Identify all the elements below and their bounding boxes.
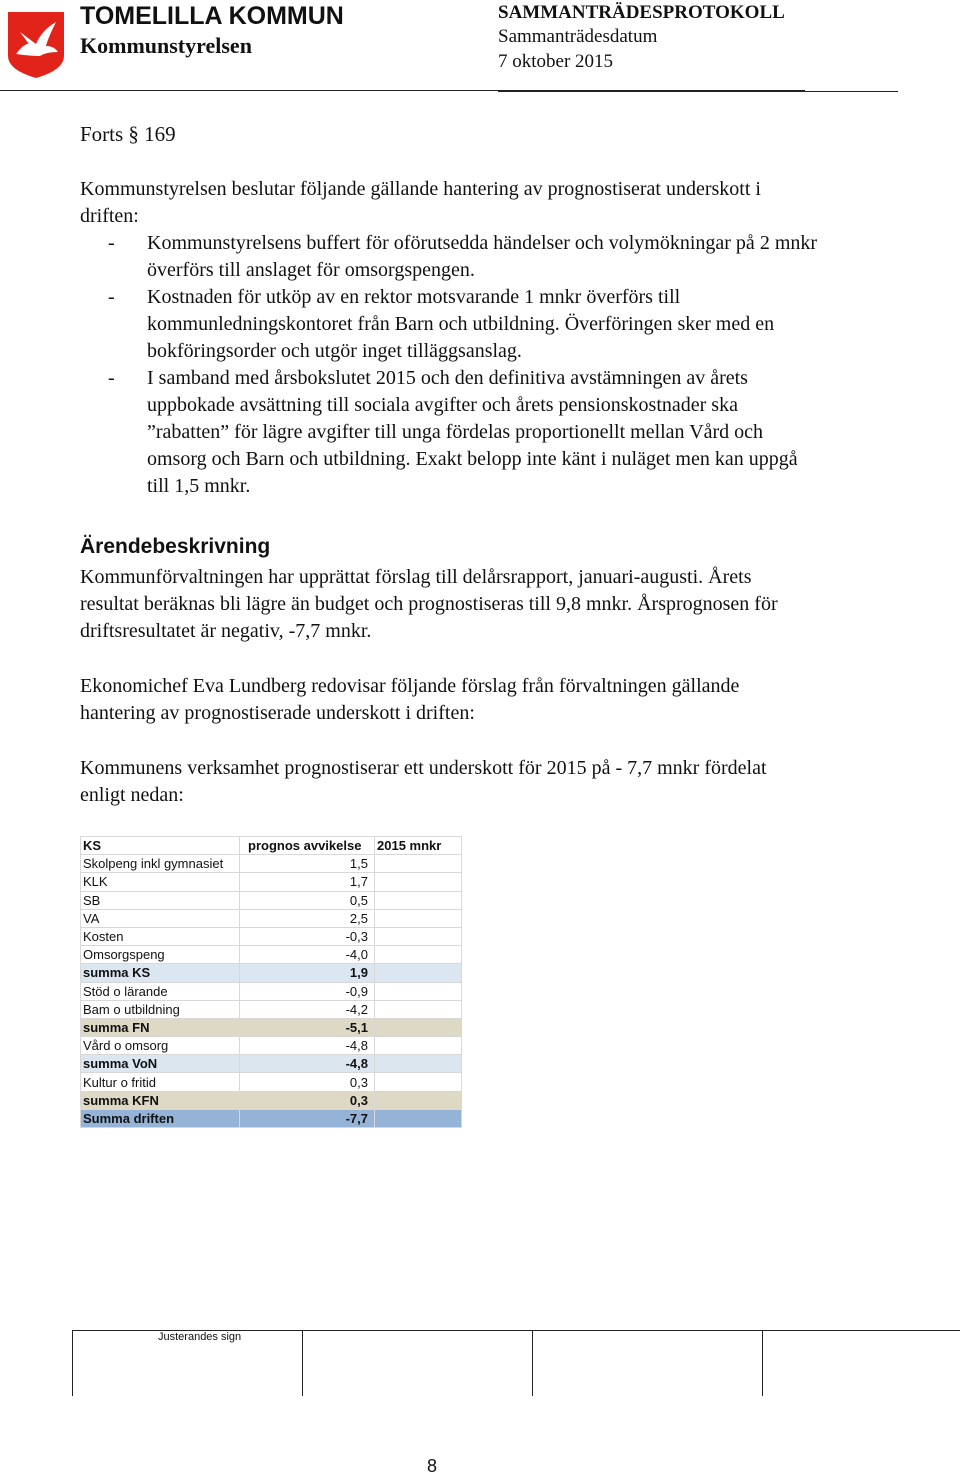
signature-box-divider xyxy=(72,1330,73,1396)
row-value: 0,3 xyxy=(240,1073,375,1091)
row-value: 0,5 xyxy=(240,891,375,909)
row-value: 1,7 xyxy=(240,873,375,891)
row-label: Kosten xyxy=(81,927,240,945)
row-label: Vård o omsorg xyxy=(81,1037,240,1055)
row-label: VA xyxy=(81,909,240,927)
signature-label: Justerandes sign xyxy=(158,1331,242,1343)
table-row xyxy=(81,927,462,945)
decision-item-text: I samband med årsbokslutet 2015 och den definitiva avstämningen av årets uppbokade avsättning till sociala avgifter och årets pensionskostnader ska ”rabatten” för lägre avgifter till unga fördelas proportionellt mellan Vård och omsorg och Barn och utbildning. Exakt belopp inte känt i nuläget men kan uppgå till 1,5 mnkr. xyxy=(147,367,798,497)
table-header-cell: KS xyxy=(81,837,240,855)
table-row xyxy=(81,1091,462,1109)
row-label: summa FN xyxy=(81,1018,240,1036)
row-empty-cell xyxy=(375,946,462,964)
row-label: Summa driften xyxy=(81,1109,240,1127)
row-value: 2,5 xyxy=(240,909,375,927)
row-label: Skolpeng inkl gymnasiet xyxy=(81,855,240,873)
table-row xyxy=(81,982,462,1000)
description-paragraph: Ekonomichef Eva Lundberg redovisar följande förslag från förvaltningen gällande hantering av prognostiserade underskott i driften: xyxy=(80,675,740,724)
row-label: KLK xyxy=(81,873,240,891)
row-label: Kultur o fritid xyxy=(81,1073,240,1091)
row-empty-cell xyxy=(375,1055,462,1073)
section-heading: Ärendebeskrivning xyxy=(80,535,271,558)
section-reference: Forts § 169 xyxy=(80,122,176,146)
row-label: Bam o utbildning xyxy=(81,1000,240,1018)
row-label: summa KFN xyxy=(81,1091,240,1109)
table-header-cell: 2015 mnkr xyxy=(375,837,462,855)
table-row xyxy=(81,964,462,982)
row-empty-cell xyxy=(375,873,462,891)
date-label: Sammanträdesdatum xyxy=(498,26,658,47)
row-label: summa VoN xyxy=(81,1055,240,1073)
row-empty-cell xyxy=(375,1073,462,1091)
table-body xyxy=(81,855,462,1128)
table-header-row xyxy=(81,837,462,855)
row-value: -4,8 xyxy=(240,1037,375,1055)
row-empty-cell xyxy=(375,1109,462,1127)
row-label: summa KS xyxy=(81,964,240,982)
row-empty-cell xyxy=(375,982,462,1000)
page-number: 8 xyxy=(427,1456,438,1476)
meeting-date: 7 oktober 2015 xyxy=(498,51,614,72)
row-value: 1,5 xyxy=(240,855,375,873)
document-type: SAMMANTRÄDESPROTOKOLL xyxy=(498,2,785,23)
table-row xyxy=(81,873,462,891)
decision-intro: Kommunstyrelsen beslutar följande gällande hantering av prognostiserat underskott i driften: xyxy=(80,178,761,227)
table-row xyxy=(81,946,462,964)
municipality-name: TOMELILLA KOMMUN xyxy=(80,2,344,30)
row-label: SB xyxy=(81,891,240,909)
table-header-cell: prognos avvikelse xyxy=(240,837,375,855)
row-empty-cell xyxy=(375,927,462,945)
row-label: Stöd o lärande xyxy=(81,982,240,1000)
signature-box-divider xyxy=(762,1330,763,1396)
description-paragraph: Kommunens verksamhet prognostiserar ett underskott för 2015 på - 7,7 mnkr fördelat enligt nedan: xyxy=(80,757,767,806)
row-empty-cell xyxy=(375,1037,462,1055)
table-row xyxy=(81,855,462,873)
table-row xyxy=(81,1109,462,1127)
table-row xyxy=(81,1000,462,1018)
table-row xyxy=(81,1055,462,1073)
row-empty-cell xyxy=(375,1091,462,1109)
row-empty-cell xyxy=(375,891,462,909)
row-empty-cell xyxy=(375,909,462,927)
row-value: -0,3 xyxy=(240,927,375,945)
decision-item-text: Kostnaden för utköp av en rektor motsvarande 1 mnkr överförs till kommunledningskontoret från Barn och utbildning. Överföringen sker med en bokföringsorder och utgör inget tilläggsanslag. xyxy=(147,286,775,362)
row-value: 0,3 xyxy=(240,1091,375,1109)
row-value: -4,0 xyxy=(240,946,375,964)
committee-name: Kommunstyrelsen xyxy=(80,33,252,58)
row-empty-cell xyxy=(375,964,462,982)
table-row xyxy=(81,909,462,927)
row-value: -4,8 xyxy=(240,1055,375,1073)
row-value: -7,7 xyxy=(240,1109,375,1127)
row-label: Omsorgspeng xyxy=(81,946,240,964)
row-empty-cell xyxy=(375,1018,462,1036)
row-value: -5,1 xyxy=(240,1018,375,1036)
signature-box-divider xyxy=(302,1330,303,1396)
signature-box-divider xyxy=(532,1330,533,1396)
row-value: -4,2 xyxy=(240,1000,375,1018)
description-paragraph: Kommunförvaltningen har upprättat förslag till delårsrapport, januari-augusti. Årets resultat beräknas bli lägre än budget och prognostiseras till 9,8 mnkr. Årsprognosen för driftsresultatet är negativ, -7,7 mnkr. xyxy=(80,566,778,642)
municipality-logo xyxy=(6,10,66,80)
header-divider-right xyxy=(498,91,898,92)
row-value: -0,9 xyxy=(240,982,375,1000)
table-row xyxy=(81,1018,462,1036)
row-value: 1,9 xyxy=(240,964,375,982)
forecast-table xyxy=(80,836,462,1128)
table-row xyxy=(81,891,462,909)
decision-item-text: Kommunstyrelsens buffert för oförutsedda händelser och volymökningar på 2 mnkr överförs till anslaget för omsorgspengen. xyxy=(147,232,818,281)
table-row xyxy=(81,1073,462,1091)
row-empty-cell xyxy=(375,1000,462,1018)
row-empty-cell xyxy=(375,855,462,873)
table-row xyxy=(81,1037,462,1055)
